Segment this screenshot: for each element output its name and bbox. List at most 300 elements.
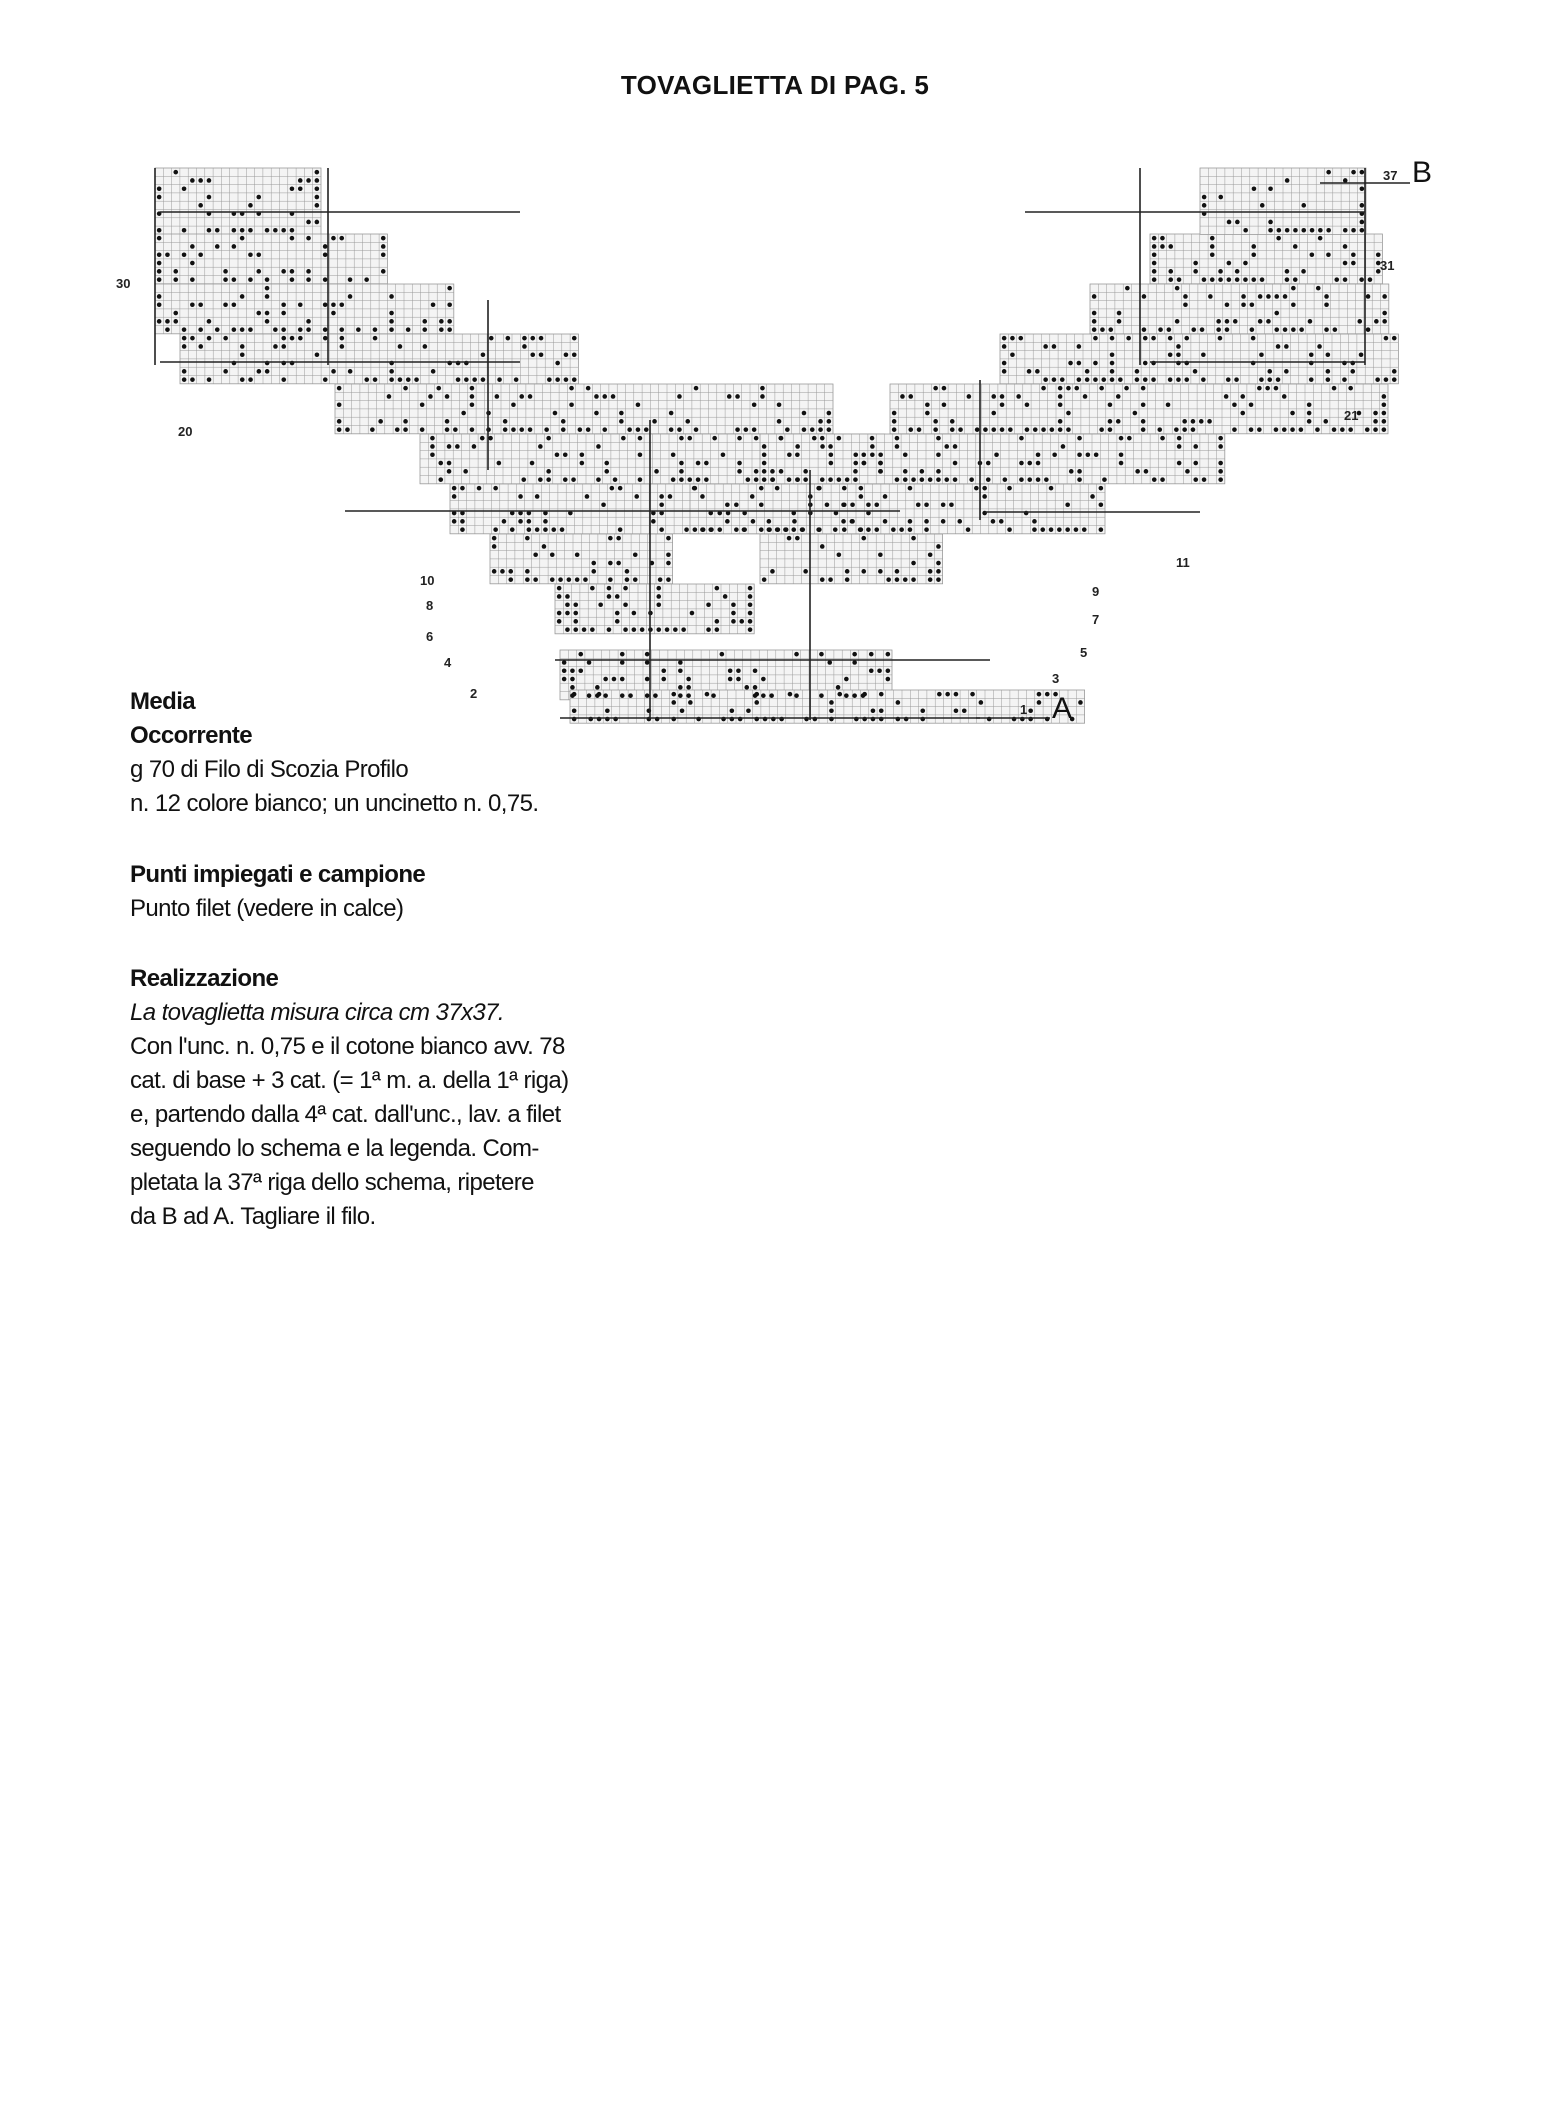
filled-cell: [1368, 277, 1373, 282]
filled-cell: [1086, 452, 1091, 457]
filled-cell: [795, 452, 800, 457]
filled-cell: [820, 544, 825, 549]
filled-cell: [991, 394, 996, 399]
chart-band: [1090, 284, 1389, 334]
filled-cell: [157, 302, 162, 307]
filled-cell: [754, 700, 759, 705]
filled-cell: [190, 261, 195, 266]
filled-cell: [859, 486, 864, 491]
filled-cell: [911, 561, 916, 566]
filled-cell: [1309, 352, 1314, 357]
filled-cell: [1277, 228, 1282, 233]
filled-cell: [1168, 377, 1173, 382]
filled-cell: [623, 627, 628, 632]
filled-cell: [883, 519, 888, 524]
filled-cell: [223, 302, 228, 307]
filled-cell: [1274, 311, 1279, 316]
filled-cell: [1175, 286, 1180, 291]
chart-band: [335, 384, 833, 434]
filled-cell: [533, 552, 538, 557]
row-label-10: 10: [420, 573, 435, 588]
filled-cell: [941, 502, 946, 507]
filled-cell: [198, 302, 203, 307]
filled-cell: [1251, 277, 1256, 282]
filled-cell: [953, 477, 958, 482]
filled-cell: [547, 377, 552, 382]
filled-cell: [530, 352, 535, 357]
filled-cell: [1218, 195, 1223, 200]
filled-cell: [578, 668, 583, 673]
filled-cell: [1251, 252, 1256, 257]
filled-cell: [1291, 302, 1296, 307]
filled-cell: [1092, 294, 1097, 299]
filled-cell: [1202, 195, 1207, 200]
filled-cell: [560, 527, 565, 532]
filled-cell: [633, 552, 638, 557]
filled-cell: [1193, 477, 1198, 482]
filled-cell: [256, 311, 261, 316]
filled-cell: [892, 419, 897, 424]
filled-cell: [546, 477, 551, 482]
filled-cell: [632, 627, 637, 632]
filled-cell: [1167, 327, 1172, 332]
filled-cell: [323, 244, 328, 249]
filled-cell: [795, 536, 800, 541]
filled-cell: [572, 336, 577, 341]
filled-cell: [364, 377, 369, 382]
filled-cell: [966, 527, 971, 532]
filled-cell: [315, 220, 320, 225]
filled-cell: [281, 377, 286, 382]
filled-cell: [1058, 394, 1063, 399]
filled-cell: [645, 660, 650, 665]
filled-cell: [1348, 386, 1353, 391]
filled-cell: [748, 602, 753, 607]
row-label-11: 11: [1176, 555, 1190, 570]
filled-cell: [861, 536, 866, 541]
filled-cell: [1126, 336, 1131, 341]
filled-cell: [1366, 294, 1371, 299]
filled-cell: [1360, 228, 1365, 233]
filled-cell: [696, 461, 701, 466]
filled-cell: [232, 302, 237, 307]
filled-cell: [1037, 692, 1042, 697]
filled-cell: [616, 536, 621, 541]
filled-cell: [677, 427, 682, 432]
filled-cell: [543, 527, 548, 532]
filled-cell: [752, 402, 757, 407]
filled-cell: [788, 692, 793, 697]
filled-cell: [1210, 236, 1215, 241]
filled-cell: [306, 269, 311, 274]
filled-cell: [762, 461, 767, 466]
filled-cell: [525, 569, 530, 574]
filled-cell: [715, 586, 720, 591]
filled-cell: [936, 544, 941, 549]
filled-cell: [892, 411, 897, 416]
filled-cell: [1343, 178, 1348, 183]
instructions-line: e, partendo dalla 4ª cat. dall'unc., lav. a filet: [130, 1101, 561, 1128]
filled-cell: [339, 302, 344, 307]
filled-cell: [1382, 319, 1387, 324]
filled-cell: [538, 477, 543, 482]
filled-cell: [833, 527, 838, 532]
filled-cell: [389, 311, 394, 316]
filled-cell: [182, 336, 187, 341]
filled-cell: [1082, 527, 1087, 532]
filled-cell: [679, 469, 684, 474]
filled-cell: [842, 486, 847, 491]
filled-cell: [406, 327, 411, 332]
chart-band: [760, 534, 943, 584]
filled-cell: [1135, 469, 1140, 474]
filled-cell: [207, 178, 212, 183]
filled-cell: [1110, 377, 1115, 382]
filled-cell: [248, 252, 253, 257]
filled-cell: [1158, 327, 1163, 332]
filled-cell: [727, 394, 732, 399]
filled-cell: [752, 427, 757, 432]
filled-cell: [1133, 411, 1138, 416]
filled-cell: [182, 327, 187, 332]
filled-cell: [1092, 327, 1097, 332]
filled-cell: [861, 461, 866, 466]
filled-cell: [430, 452, 435, 457]
filled-cell: [562, 677, 567, 682]
filled-cell: [903, 477, 908, 482]
filled-cell: [685, 419, 690, 424]
filled-cell: [974, 486, 979, 491]
filled-cell: [615, 594, 620, 599]
filled-cell: [1193, 269, 1198, 274]
filled-cell: [704, 477, 709, 482]
filled-cell: [694, 427, 699, 432]
filled-cell: [1142, 294, 1147, 299]
filled-cell: [1332, 386, 1337, 391]
filled-cell: [603, 677, 608, 682]
filled-cell: [761, 693, 766, 698]
filled-cell: [623, 586, 628, 591]
filled-cell: [470, 402, 475, 407]
filled-cell: [1218, 461, 1223, 466]
filled-cell: [858, 527, 863, 532]
filled-cell: [1343, 277, 1348, 282]
filled-cell: [829, 708, 834, 713]
filled-cell: [1094, 452, 1099, 457]
filled-cell: [679, 461, 684, 466]
filled-cell: [608, 561, 613, 566]
filled-cell: [1191, 427, 1196, 432]
filled-cell: [661, 677, 666, 682]
filled-cell: [841, 502, 846, 507]
filled-cell: [983, 427, 988, 432]
filled-cell: [690, 611, 695, 616]
filled-cell: [1260, 277, 1265, 282]
filled-cell: [651, 519, 656, 524]
filled-cell: [1191, 419, 1196, 424]
filled-cell: [493, 486, 498, 491]
filled-cell: [852, 693, 857, 698]
filled-cell: [340, 336, 345, 341]
instructions-heading: Realizzazione: [130, 965, 279, 992]
filled-cell: [553, 411, 558, 416]
filled-cell: [678, 668, 683, 673]
filled-cell: [1160, 477, 1165, 482]
filled-cell: [190, 336, 195, 341]
chart-band: [490, 534, 673, 584]
filled-cell: [720, 652, 725, 657]
filled-cell: [1384, 336, 1389, 341]
filled-cell: [669, 427, 674, 432]
filled-cell: [215, 327, 220, 332]
filled-cell: [1257, 386, 1262, 391]
filled-cell: [721, 452, 726, 457]
filled-cell: [477, 486, 482, 491]
filled-cell: [779, 469, 784, 474]
filled-cell: [1234, 377, 1239, 382]
filled-cell: [488, 436, 493, 441]
filled-cell: [1176, 344, 1181, 349]
filled-cell: [1045, 692, 1050, 697]
filled-cell: [958, 427, 963, 432]
filled-cell: [1241, 294, 1246, 299]
filled-cell: [706, 602, 711, 607]
filled-cell: [638, 436, 643, 441]
filled-cell: [1225, 327, 1230, 332]
filled-cell: [1093, 361, 1098, 366]
filled-cell: [563, 477, 568, 482]
filled-cell: [949, 502, 954, 507]
filled-cell: [1200, 327, 1205, 332]
chart-band: [760, 434, 1225, 484]
filled-cell: [1168, 277, 1173, 282]
filled-cell: [1110, 352, 1115, 357]
filled-cell: [731, 602, 736, 607]
filled-cell: [373, 336, 378, 341]
filled-cell: [539, 336, 544, 341]
filled-cell: [1191, 327, 1196, 332]
filled-cell: [265, 286, 270, 291]
filled-cell: [215, 228, 220, 233]
filled-cell: [795, 444, 800, 449]
filled-cell: [1041, 427, 1046, 432]
filled-cell: [1274, 427, 1279, 432]
filled-cell: [1359, 277, 1364, 282]
filled-cell: [519, 394, 524, 399]
filled-cell: [982, 486, 987, 491]
filled-cell: [1002, 361, 1007, 366]
filled-cell: [1310, 228, 1315, 233]
chart-band: [1000, 334, 1398, 384]
filled-cell: [1018, 336, 1023, 341]
filled-cell: [869, 668, 874, 673]
filled-cell: [1035, 369, 1040, 374]
row-label-30: 30: [116, 276, 131, 291]
filled-cell: [908, 486, 913, 491]
row-label-9: 9: [1092, 584, 1100, 599]
filled-cell: [979, 700, 984, 705]
filled-cell: [936, 569, 941, 574]
filled-cell: [1243, 228, 1248, 233]
filled-cell: [1307, 411, 1312, 416]
filled-cell: [1351, 170, 1356, 175]
filled-cell: [223, 277, 228, 282]
filled-cell: [207, 195, 212, 200]
filled-cell: [1101, 377, 1106, 382]
filled-cell: [1049, 486, 1054, 491]
filled-cell: [470, 394, 475, 399]
filled-cell: [792, 519, 797, 524]
filled-cell: [596, 477, 601, 482]
filled-cell: [678, 660, 683, 665]
filled-cell: [1117, 319, 1122, 324]
filled-cell: [447, 286, 452, 291]
filled-cell: [820, 436, 825, 441]
filled-cell: [1274, 327, 1279, 332]
filled-cell: [770, 469, 775, 474]
filled-cell: [1193, 444, 1198, 449]
filled-cell: [306, 178, 311, 183]
filled-cell: [1375, 377, 1380, 382]
filled-cell: [1068, 361, 1073, 366]
filled-cell: [1117, 311, 1122, 316]
filled-cell: [1108, 427, 1113, 432]
filled-cell: [803, 477, 808, 482]
filled-cell: [767, 527, 772, 532]
filled-cell: [1226, 377, 1231, 382]
filled-cell: [618, 527, 623, 532]
filled-cell: [777, 419, 782, 424]
filled-cell: [315, 178, 320, 183]
filled-cell: [190, 244, 195, 249]
filled-cell: [582, 627, 587, 632]
filled-cell: [656, 602, 661, 607]
filled-cell: [602, 427, 607, 432]
filled-cell: [933, 427, 938, 432]
filled-cell: [461, 411, 466, 416]
filled-cell: [569, 402, 574, 407]
filled-cell: [620, 677, 625, 682]
filled-cell: [470, 386, 475, 391]
filled-cell: [1160, 244, 1165, 249]
filled-cell: [1285, 269, 1290, 274]
filled-cell: [157, 195, 162, 200]
filled-cell: [759, 502, 764, 507]
filled-cell: [753, 685, 758, 690]
filled-cell: [1135, 377, 1140, 382]
filled-cell: [644, 427, 649, 432]
filled-cell: [1301, 269, 1306, 274]
filled-cell: [1218, 269, 1223, 274]
filled-cell: [445, 419, 450, 424]
filled-cell: [754, 436, 759, 441]
filled-cell: [1259, 377, 1264, 382]
page-title: TOVAGLIETTA DI PAG. 5: [620, 70, 930, 100]
filled-cell: [1168, 269, 1173, 274]
filled-cell: [564, 377, 569, 382]
filled-cell: [829, 461, 834, 466]
filled-cell: [1334, 277, 1339, 282]
filled-cell: [610, 486, 615, 491]
filled-cell: [281, 228, 286, 233]
filled-cell: [403, 419, 408, 424]
filled-cell: [791, 527, 796, 532]
filled-cell: [659, 502, 664, 507]
filled-cell: [1085, 377, 1090, 382]
filled-cell: [232, 228, 237, 233]
filled-cell: [557, 594, 562, 599]
filled-cell: [182, 344, 187, 349]
filled-cell: [331, 236, 336, 241]
filled-cell: [248, 377, 253, 382]
filled-cell: [585, 494, 590, 499]
filled-cell: [1265, 386, 1270, 391]
filled-cell: [1058, 427, 1063, 432]
filled-cell: [982, 494, 987, 499]
filled-cell: [1152, 477, 1157, 482]
filled-cell: [879, 708, 884, 713]
filled-cell: [173, 319, 178, 324]
filled-cell: [573, 602, 578, 607]
filled-cell: [636, 427, 641, 432]
filled-cell: [818, 427, 823, 432]
filled-cell: [827, 411, 832, 416]
filled-cell: [767, 519, 772, 524]
filled-cell: [381, 236, 386, 241]
filled-cell: [575, 552, 580, 557]
filled-cell: [590, 586, 595, 591]
filled-cell: [508, 569, 513, 574]
filled-cell: [495, 394, 500, 399]
filled-cell: [190, 277, 195, 282]
filled-cell: [506, 336, 511, 341]
filled-cell: [381, 252, 386, 257]
filled-cell: [920, 469, 925, 474]
filled-cell: [281, 311, 286, 316]
filled-cell: [696, 477, 701, 482]
filled-cell: [1085, 369, 1090, 374]
filled-cell: [1099, 527, 1104, 532]
filled-cell: [754, 692, 759, 697]
filled-cell: [290, 336, 295, 341]
filled-cell: [564, 352, 569, 357]
filled-cell: [157, 236, 162, 241]
filled-cell: [1093, 336, 1098, 341]
filled-cell: [1116, 419, 1121, 424]
filled-cell: [436, 386, 441, 391]
filled-cell: [223, 336, 228, 341]
filled-cell: [387, 394, 392, 399]
filled-cell: [1040, 527, 1045, 532]
filled-cell: [518, 519, 523, 524]
filled-cell: [1152, 269, 1157, 274]
filled-cell: [570, 677, 575, 682]
filled-cell: [1267, 369, 1272, 374]
filled-cell: [480, 436, 485, 441]
filled-cell: [445, 427, 450, 432]
filled-cell: [1135, 369, 1140, 374]
filled-cell: [844, 677, 849, 682]
filled-cell: [1326, 377, 1331, 382]
filled-cell: [555, 452, 560, 457]
filled-cell: [819, 693, 824, 698]
filled-cell: [1283, 294, 1288, 299]
filled-cell: [223, 369, 228, 374]
filled-cell: [539, 352, 544, 357]
filled-cell: [447, 319, 452, 324]
filled-cell: [936, 469, 941, 474]
filled-cell: [1025, 427, 1030, 432]
